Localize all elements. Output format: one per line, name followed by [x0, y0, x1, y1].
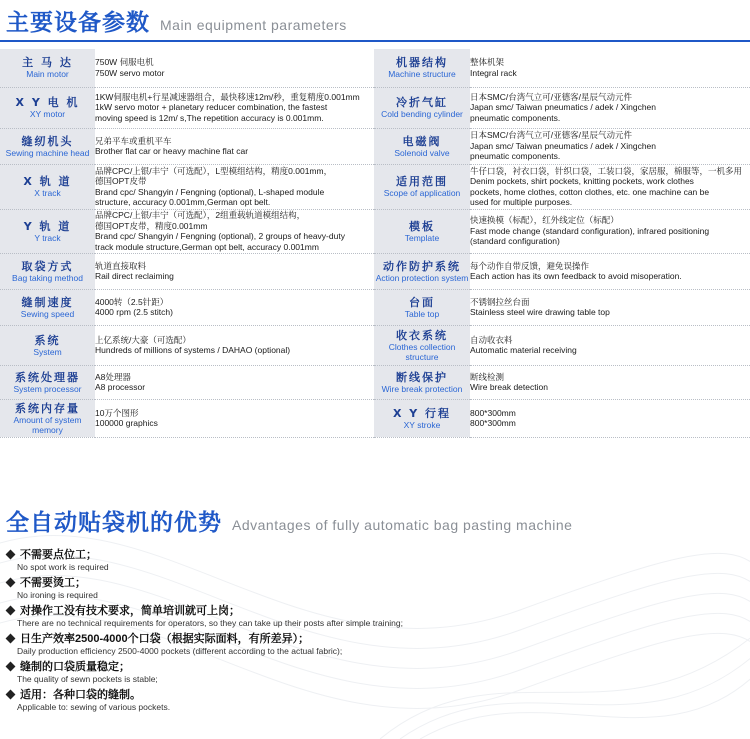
param-label	[0, 399, 95, 437]
param-label	[0, 164, 95, 209]
advantage-heading	[5, 575, 403, 589]
param-value-line: 整体机架	[470, 57, 505, 68]
param-value-line: Integral rack	[470, 67, 517, 78]
param-value-line: 800*300mm	[470, 418, 516, 428]
parameters-table	[0, 49, 750, 438]
section-title-en: Advantages of fully automatic bag pasting machine	[232, 517, 573, 533]
section-title-advantages	[6, 504, 572, 537]
param-label-zh: 主 马 达	[22, 56, 73, 70]
param-value-line: used for multiple purposes.	[470, 197, 573, 207]
param-value-line: 兄弟平车或重机平车	[95, 135, 172, 146]
table-row	[0, 289, 750, 325]
param-value	[470, 164, 750, 209]
param-value-line: 德国OPT皮带	[95, 176, 147, 186]
param-label-en: Action protection system	[375, 272, 469, 283]
param-value-line: Wire break detection	[470, 382, 548, 392]
param-label-en: Template	[404, 232, 440, 243]
diamond-bullet-icon	[6, 689, 16, 699]
advantage-heading	[5, 547, 403, 561]
param-value-line: structure, accuracy 0.001mm,German opt belt.	[95, 197, 271, 207]
param-label-en: Bag taking method	[12, 272, 83, 283]
param-label-zh: 冷折气缸	[396, 96, 448, 109]
param-value	[95, 325, 374, 365]
diamond-bullet-icon	[6, 661, 16, 671]
param-value-line: 每个动作自带反馈，避免误操作	[470, 260, 590, 271]
advantage-heading	[5, 603, 403, 617]
table-row	[0, 365, 750, 399]
table-row	[0, 325, 750, 365]
param-label-en: Cold bending cylinder	[381, 109, 463, 119]
advantages-list	[5, 547, 403, 715]
param-label-zh: 机器结构	[396, 56, 448, 70]
param-value	[95, 253, 374, 289]
advantage-item	[5, 687, 403, 712]
advantage-desc-en: Applicable to: sewing of various pockets.	[17, 702, 171, 712]
param-label	[374, 209, 470, 253]
advantage-title-zh: 不需要点位工；	[20, 549, 97, 561]
param-value	[470, 365, 750, 399]
param-label-zh: 电磁阀	[402, 134, 442, 148]
table-row	[0, 209, 750, 253]
param-label-en: Solenoid valve	[394, 147, 450, 158]
param-label-en: Clothes collection structure	[388, 341, 456, 362]
param-value-line: 上亿系统/大豪（可选配）	[95, 334, 191, 345]
param-label-zh: 适用范围	[396, 175, 448, 188]
param-label-zh: 收衣系统	[396, 328, 448, 342]
param-value	[95, 209, 374, 253]
param-label-en: Amount of system memory	[13, 414, 82, 435]
diamond-bullet-icon	[6, 633, 16, 643]
table-row	[0, 128, 750, 164]
param-value-line: Fast mode change (standard configuration), infrared positioning	[470, 225, 710, 236]
param-label	[374, 87, 470, 128]
param-label-en: XY motor	[29, 109, 66, 119]
param-value-line: pockets, home clothes, cotton clothes, etc. one machine can be	[470, 186, 710, 197]
advantage-item	[5, 603, 403, 628]
param-label	[0, 365, 95, 399]
param-label	[374, 325, 470, 365]
param-label-en: System	[33, 346, 62, 357]
param-value-line: 品牌CPC/上银/丰宁（可选配），L型模组结构，精度0.001mm，	[95, 165, 333, 176]
param-label-zh: X 轨 道	[23, 175, 72, 188]
param-value-line: (standard configuration)	[470, 236, 560, 247]
param-value	[470, 325, 750, 365]
param-value-line: 德国OPT皮带，精度0.001mm	[95, 220, 208, 231]
param-label-zh: 缝制速度	[21, 295, 74, 309]
param-value-line: 4000 rpm (2.5 stitch)	[95, 307, 173, 317]
advantage-item	[5, 547, 403, 572]
param-label-zh: 台面	[409, 295, 435, 309]
param-value	[95, 164, 374, 209]
param-value-line: Stainless steel wire drawing table top	[470, 307, 610, 317]
param-value-line: 日本SMC/台湾气立可/亚德客/星辰气动元件	[470, 91, 632, 102]
param-value-line: Brand cpc/ Shangyin / Fengning (optional), L-shaped module	[95, 186, 325, 197]
param-value-line: moving speed is 12m/ s,The repetition accuracy is 0.001mm.	[95, 112, 324, 123]
param-label-zh: 系统处理器	[15, 370, 80, 384]
section-divider	[0, 40, 750, 42]
param-label-zh: 断线保护	[396, 370, 448, 384]
param-value	[95, 87, 374, 128]
param-value-line: 快速换模（标配），红外线定位（标配）	[470, 215, 619, 226]
param-value-line: 750W servo motor	[95, 67, 165, 78]
section-title-zh: 全自动贴袋机的优势	[6, 510, 222, 536]
param-label-en: System processor	[13, 383, 82, 394]
param-label	[374, 164, 470, 209]
advantage-item	[5, 575, 403, 600]
param-value	[470, 128, 750, 164]
param-value	[95, 365, 374, 399]
param-label-zh: 系统	[34, 333, 61, 347]
param-value-line: 1KW伺服电机+行星减速器组合，最快移速12m/秒，重复精度0.001mm	[95, 91, 360, 102]
param-label-en: Y track	[34, 232, 61, 243]
advantage-heading	[5, 687, 403, 701]
section-title-main-parameters	[6, 4, 347, 37]
param-label-en: X track	[34, 188, 61, 198]
param-value-line: A8处理器	[95, 371, 131, 382]
param-value-line: pneumatic components.	[470, 151, 561, 162]
param-label	[374, 49, 470, 87]
param-value-line: 轨道直接取料	[95, 260, 147, 271]
param-label	[0, 128, 95, 164]
param-value-line: Rail direct reclaiming	[95, 271, 174, 281]
advantage-title-zh: 不需要烫工；	[20, 577, 86, 589]
section-title-en: Main equipment parameters	[160, 17, 347, 33]
param-label	[0, 49, 95, 87]
param-label	[374, 253, 470, 289]
advantage-heading	[5, 631, 403, 645]
param-label-zh: 缝纫机头	[21, 134, 74, 148]
param-value-line: track module structure,German opt belt, accuracy 0.001mm	[95, 241, 319, 252]
advantage-title-zh: 适用：各种口袋的缝制。	[20, 689, 141, 701]
param-value-line: 不锈钢拉丝台面	[470, 296, 530, 307]
param-value	[470, 87, 750, 128]
param-label	[374, 399, 470, 437]
param-value-line: Hundreds of millions of systems / DAHAO (optional)	[95, 345, 291, 355]
param-value	[470, 289, 750, 325]
param-label-en: Scope of application	[383, 188, 461, 198]
param-value-line: Each action has its own feedback to avoid misoperation.	[470, 271, 682, 281]
param-value-line: 牛仔口袋，衬衣口袋，针织口袋，工装口袋，家居服，棉服等，一机多用	[470, 165, 743, 176]
table-row	[0, 49, 750, 87]
param-value-line: 自动收衣料	[470, 334, 513, 345]
param-label	[0, 289, 95, 325]
param-value-line: Denim pockets, shirt pockets, knitting pockets, work clothes	[470, 176, 694, 186]
param-value	[470, 209, 750, 253]
advantage-desc-en: The quality of sewn pockets is stable;	[17, 674, 158, 684]
param-value-line: Brother flat car or heavy machine flat car	[95, 146, 249, 156]
advantage-title-zh: 日生产效率2500-4000个口袋（根据实际面料，有所差异）；	[20, 633, 310, 645]
param-label-zh: X Y 行程	[392, 406, 452, 420]
param-value-line: pneumatic components.	[470, 112, 561, 123]
diamond-bullet-icon	[6, 605, 16, 615]
param-value-line: 750W 伺服电机	[95, 57, 154, 68]
param-label-en: XY stroke	[403, 419, 441, 430]
param-label	[0, 209, 95, 253]
param-label-zh: Y 轨 道	[23, 219, 72, 233]
advantage-heading	[5, 659, 403, 673]
table-row	[0, 253, 750, 289]
param-label-zh: X Y 电 机	[15, 96, 80, 109]
param-label-zh: 系统内存量	[15, 401, 80, 415]
param-label-en: Table top	[404, 308, 440, 319]
param-value-line: 4000转（2.5针距）	[95, 296, 169, 307]
param-value-line: 100000 graphics	[95, 418, 158, 428]
param-value-line: 10万个图形	[95, 407, 139, 418]
diamond-bullet-icon	[6, 577, 16, 587]
param-value-line: 800*300mm	[470, 407, 516, 418]
param-value-line: 日本SMC/台湾气立可/亚德客/星辰气动元件	[470, 130, 632, 141]
param-value-line: Japan smc/ Taiwan pneumatics / adek / Xingchen	[470, 102, 657, 113]
advantage-item	[5, 659, 403, 684]
advantage-desc-en: Daily production efficiency 2500-4000 pockets (different according to the actual fabric);	[17, 646, 343, 656]
diamond-bullet-icon	[6, 549, 16, 559]
param-label	[0, 325, 95, 365]
section-title-zh: 主要设备参数	[6, 10, 150, 36]
table-row	[0, 87, 750, 128]
param-label-en: Sewing machine head	[5, 147, 90, 158]
param-label-zh: 模板	[409, 219, 435, 233]
param-value	[470, 253, 750, 289]
advantage-title-zh: 缝制的口袋质量稳定；	[20, 661, 130, 673]
param-value	[95, 49, 374, 87]
param-value-line: 品牌CPC/上银/丰宁（可选配），2组重载轨道模组结构，	[95, 210, 306, 220]
param-label-en: Wire break protection	[381, 383, 463, 394]
advantage-title-zh: 对操作工没有技术要求，简单培训就可上岗；	[20, 605, 240, 617]
param-value-line: Brand cpc/ Shangyin / Fengning (optional), 2 groups of heavy-duty	[95, 231, 345, 241]
param-label	[374, 365, 470, 399]
advantage-desc-en: No ironing is required	[17, 590, 98, 600]
param-value-line: A8 processor	[95, 382, 146, 392]
param-value-line: Automatic material receiving	[470, 345, 577, 355]
param-label-en: Machine structure	[388, 69, 456, 80]
table-row	[0, 399, 750, 437]
advantage-desc-en: No spot work is required	[17, 562, 109, 572]
param-label	[0, 87, 95, 128]
param-value	[95, 289, 374, 325]
advantage-desc-en: There are no technical requirements for operators, so they can take up their posts after simple training;	[17, 618, 404, 628]
param-label-zh: 取袋方式	[21, 259, 74, 273]
param-label	[374, 289, 470, 325]
param-label-en: Main motor	[26, 69, 69, 80]
param-label	[0, 253, 95, 289]
param-value	[95, 399, 374, 437]
param-value	[470, 49, 750, 87]
param-label-zh: 动作防护系统	[383, 259, 461, 273]
param-value-line: Japan smc/ Taiwan pneumatics / adek / Xingchen	[470, 140, 657, 151]
param-label-en: Sewing speed	[20, 308, 75, 319]
table-row	[0, 164, 750, 209]
param-value	[470, 399, 750, 437]
param-value-line: 断线检测	[470, 371, 505, 382]
param-label	[374, 128, 470, 164]
advantage-item	[5, 631, 403, 656]
param-value	[95, 128, 374, 164]
param-value-line: 1kW servo motor + planetary reducer combination, the fastest	[95, 102, 328, 113]
